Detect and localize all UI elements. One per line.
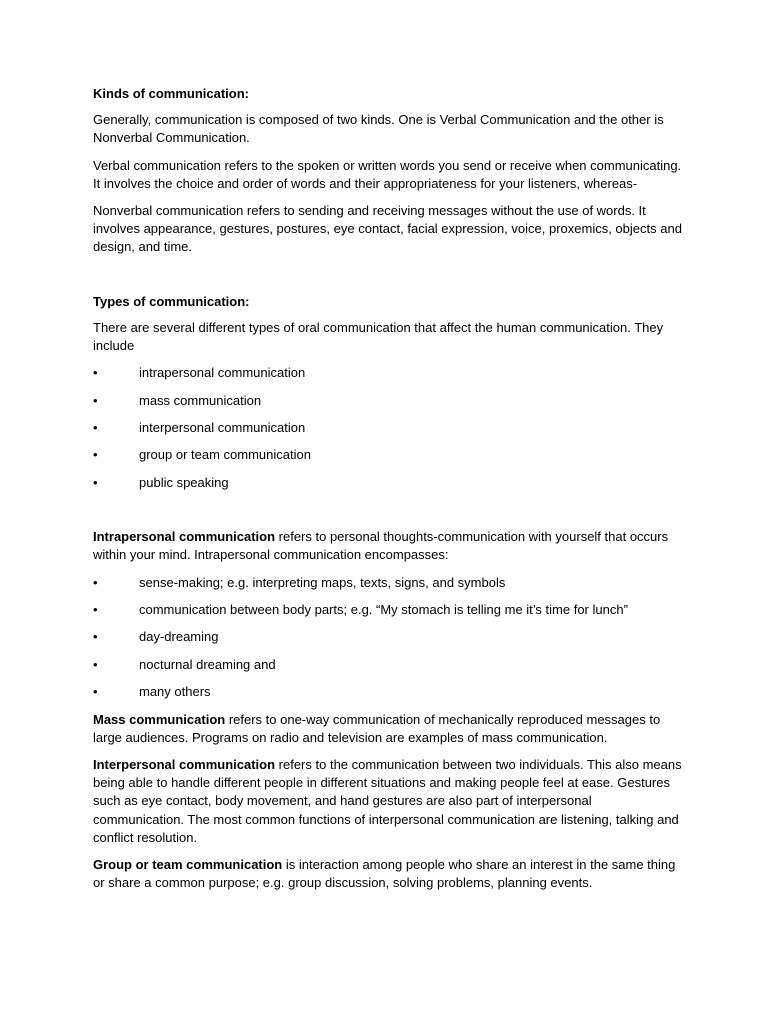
intrapersonal-list: [93, 574, 683, 702]
kinds-paragraph-1: Generally, communication is composed of two kinds. One is Verbal Communication and the other is Nonverbal Communication.: [93, 112, 664, 146]
group-text: is interaction among people who share an interest in the same thing or share a common purpose; e.g. group discussion, solving problems, planning events.: [93, 856, 676, 891]
list-item: [93, 474, 683, 492]
bullet-icon: •: [93, 574, 98, 590]
interpersonal-text: refers to the communication between two individuals. This also means being able to handle different people in different situations and making people feel at ease. Gestures such as eye contact, body movement, and hand gestures are also part of interpersonal communication. The most common functions of interpersonal communication are listening, talking and conflict resolution.: [93, 756, 682, 845]
section-spacer: [93, 266, 683, 293]
list-item-text: sense-making; e.g. interpreting maps, texts, signs, and symbols: [139, 574, 506, 590]
list-item-text: day-dreaming: [139, 629, 219, 645]
bullet-icon: •: [93, 629, 98, 645]
list-item-text: mass communication: [139, 392, 262, 408]
list-item: [93, 601, 683, 619]
kinds-paragraph-2: Verbal communication refers to the spoken or written words you send or receive when communicating. It involves the choice and order of words and their appropriateness for your listeners, whereas-: [93, 157, 682, 191]
list-item-text: interpersonal communication: [139, 420, 306, 436]
types-intro: There are several different types of oral communication that affect the human communication. They include: [93, 319, 664, 354]
list-item: [93, 656, 683, 674]
bullet-icon: •: [93, 365, 98, 381]
bullet-icon: •: [93, 420, 98, 436]
kinds-paragraph-3: Nonverbal communication refers to sending and receiving messages without the use of words. It involves appearance, gestures, postures, eye contact, facial expression, voice, proxemics, objects and design, and time.: [93, 203, 682, 255]
intrapersonal-text: refers to personal thoughts-communication with yourself that occurs within your mind. Intrapersonal communication encompasses:: [93, 529, 669, 563]
bullet-icon: •: [93, 601, 98, 617]
mass-term: Mass communication: [93, 711, 226, 727]
list-item: [93, 683, 683, 701]
group-paragraph: [93, 856, 683, 892]
bullet-icon: •: [93, 656, 98, 672]
list-item: [93, 446, 683, 464]
mass-paragraph: [93, 711, 683, 747]
intrapersonal-paragraph: [93, 528, 683, 564]
list-item-text: nocturnal dreaming and: [139, 656, 276, 672]
list-item-text: communication between body parts; e.g. “My stomach is telling me it’s time for lunch”: [139, 601, 628, 617]
list-item-text: many others: [139, 684, 211, 700]
types-list: [93, 364, 683, 492]
list-item: [93, 419, 683, 437]
list-item-text: public speaking: [139, 474, 229, 490]
bullet-icon: •: [93, 684, 98, 700]
bullet-icon: •: [93, 447, 98, 463]
section-spacer: [93, 501, 683, 528]
bullet-icon: •: [93, 392, 98, 408]
bullet-icon: •: [93, 474, 98, 490]
interpersonal-term: Interpersonal communication: [93, 756, 276, 772]
list-item: [93, 364, 683, 382]
list-item: [93, 574, 683, 592]
list-item-text: group or team communication: [139, 447, 311, 463]
list-item: [93, 628, 683, 646]
group-term: Group or team communication: [93, 856, 283, 872]
types-heading: Types of communication:: [93, 293, 250, 309]
intrapersonal-term: Intrapersonal communication: [93, 529, 276, 545]
kinds-heading: Kinds of communication:: [93, 86, 249, 101]
list-item: [93, 392, 683, 410]
document-page: [93, 85, 683, 901]
mass-text: refers to one-way communication of mechanically reproduced messages to large audiences. Programs on radio and television are examples of mass communication.: [93, 711, 661, 745]
list-item-text: intrapersonal communication: [139, 365, 306, 381]
interpersonal-paragraph: [93, 756, 683, 847]
